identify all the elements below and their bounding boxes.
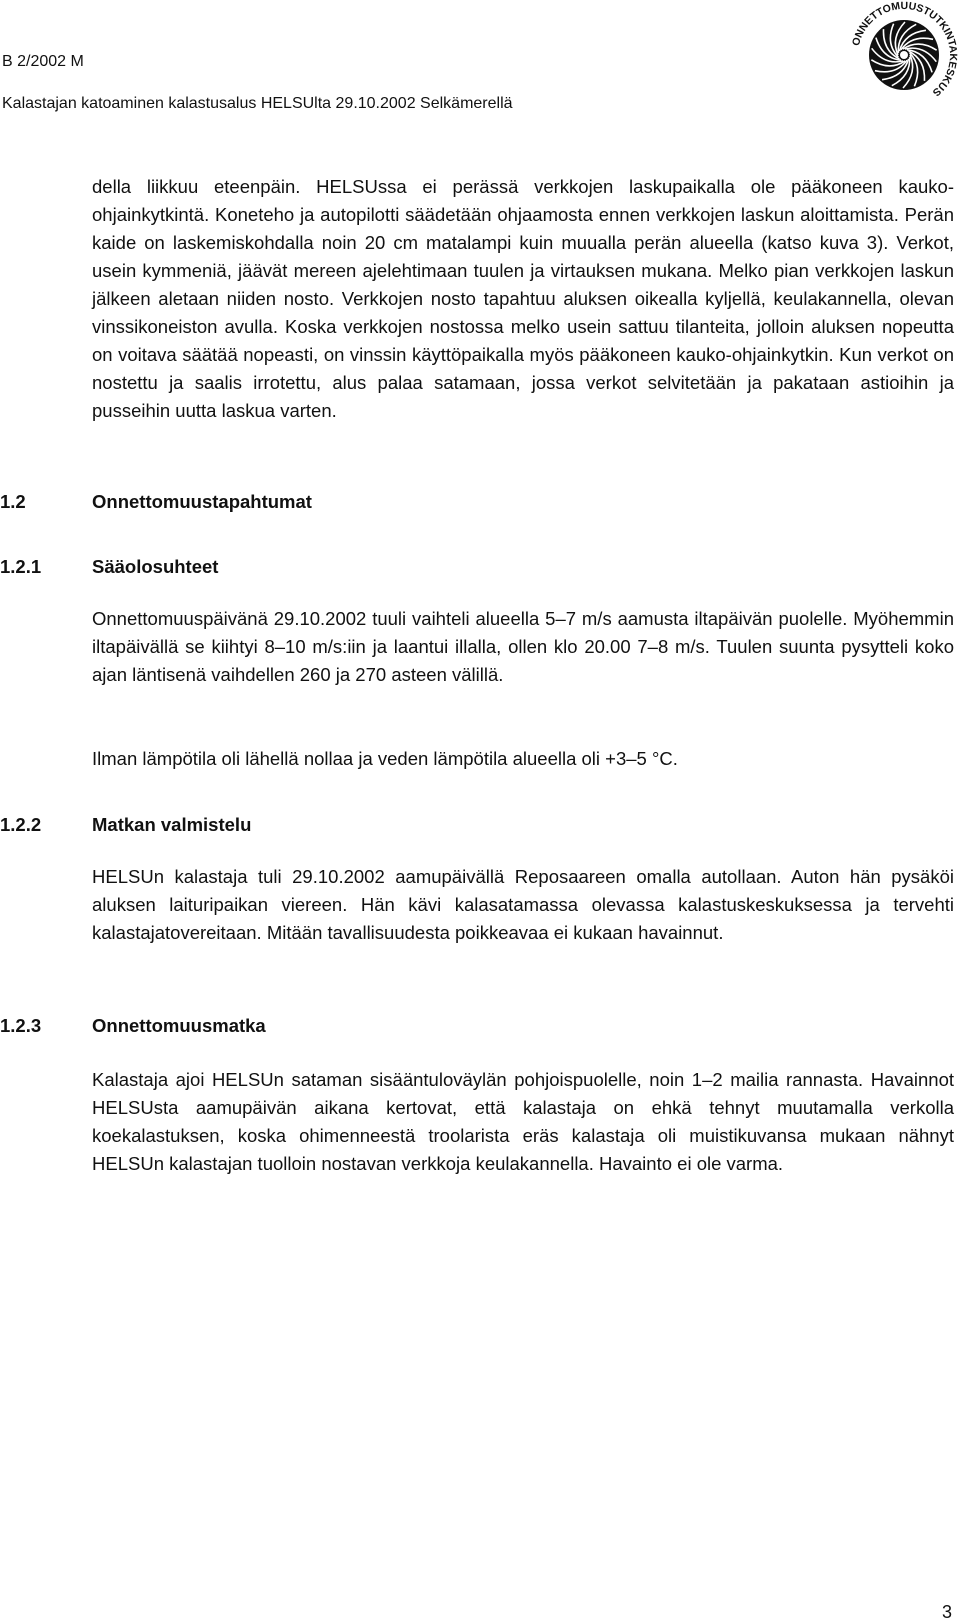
section-number-1-2: 1.2 — [0, 491, 26, 512]
page-number: 3 — [942, 1602, 953, 1622]
svg-text:ONNETTOMUUSTUTKINTAKESKUS: ONNETTOMUUSTUTKINTAKESKUS — [849, 0, 959, 99]
section-title-matkan-valmistelu: Matkan valmistelu — [92, 814, 252, 835]
section-number-1-2-3: 1.2.3 — [0, 1015, 42, 1036]
onnettomuustutkintakeskus-logo — [849, 0, 959, 110]
intro-paragraph: della liikkuu eteenpäin. HELSUssa ei perässä verkkojen laskupaikalla ole pääkoneen kauko-ohjainkytkintä. Koneteho ja autopilotti säädetään ohjaamosta ennen verkkojen laskun aloittamista. Perän kaide on laskemiskohdalla noin 20 cm matalampi kuin muualla perän alueella (katso kuva 3). Verkot, usein kymmeniä, jäävät mereen ajelehtimaan tuulen ja virtauksen mukana. Melko pian verkkojen laskun jälkeen aletaan niiden nosto. Verkkojen nosto tapahtuu aluksen oikealla kyljellä, keulakannella, olevan vinssikoneiston avulla. Koska verkkojen nostossa melko usein sattuu tilanteita, jolloin aluksen nopeutta on voitava säätää nopeasti, on vinssin käyttöpaikalla myös pääkoneen kauko-ohjainkytkin. Kun verkot on nostettu ja saalis irrotettu, alus palaa satamaan, jossa verkot selvitetään ja pakataan astioihin ja pusseihin uutta laskua varten. — [92, 176, 954, 421]
section-title-saaolosuhteet: Sääolosuhteet — [92, 556, 219, 577]
section-title-onnettomuusmatka: Onnettomuusmatka — [92, 1015, 266, 1036]
report-code: B 2/2002 M — [2, 53, 84, 70]
section-number-1-2-1: 1.2.1 — [0, 556, 42, 577]
weather-paragraph: Onnettomuuspäivänä 29.10.2002 tuuli vaihteli alueella 5–7 m/s aamusta iltapäivän puolelle. Myöhemmin iltapäivällä se kiihtyi 8–10 m/s:iin ja laantui illalla, ollen klo 20.00 7–8 m/s. Tuulen suunta pysytteli koko ajan läntisenä vaihdellen 260 ja 270 asteen välillä. — [92, 608, 954, 685]
report-subtitle: Kalastajan katoaminen kalastusalus HELSUlta 29.10.2002 Selkämerellä — [2, 95, 513, 112]
temperature-paragraph: Ilman lämpötila oli lähellä nollaa ja veden lämpötila alueella oli +3–5 °C. — [92, 748, 678, 769]
trip-paragraph: Kalastaja ajoi HELSUn sataman sisääntuloväylän pohjoispuolelle, noin 1–2 mailia rannasta. Havainnot HELSUsta aamupäivän aikana kertovat, että kalastaja on ehkä tehnyt muutamalla verkolla koekalastuksen, koska ohimenneestä troolarista eräs kalastaja oli muistikuvansa mukaan nähnyt HELSUn kalastajan tuolloin nostavan verkkoja keulakannella. Havainto ei ole varma. — [92, 1069, 954, 1174]
section-title-onnettomuustapahtumat: Onnettomuustapahtumat — [92, 491, 312, 512]
section-number-1-2-2: 1.2.2 — [0, 814, 42, 835]
preparation-paragraph: HELSUn kalastaja tuli 29.10.2002 aamupäivällä Reposaareen omalla autollaan. Auton hän pysäköi aluksen laituripaikan viereen. Hän kävi kalasatamassa olevassa kalastuskeskuksessa ja tervehti kalastajatovereitaan. Mitään tavallisuudesta poikkeavaa ei kukaan havainnut. — [92, 866, 954, 943]
